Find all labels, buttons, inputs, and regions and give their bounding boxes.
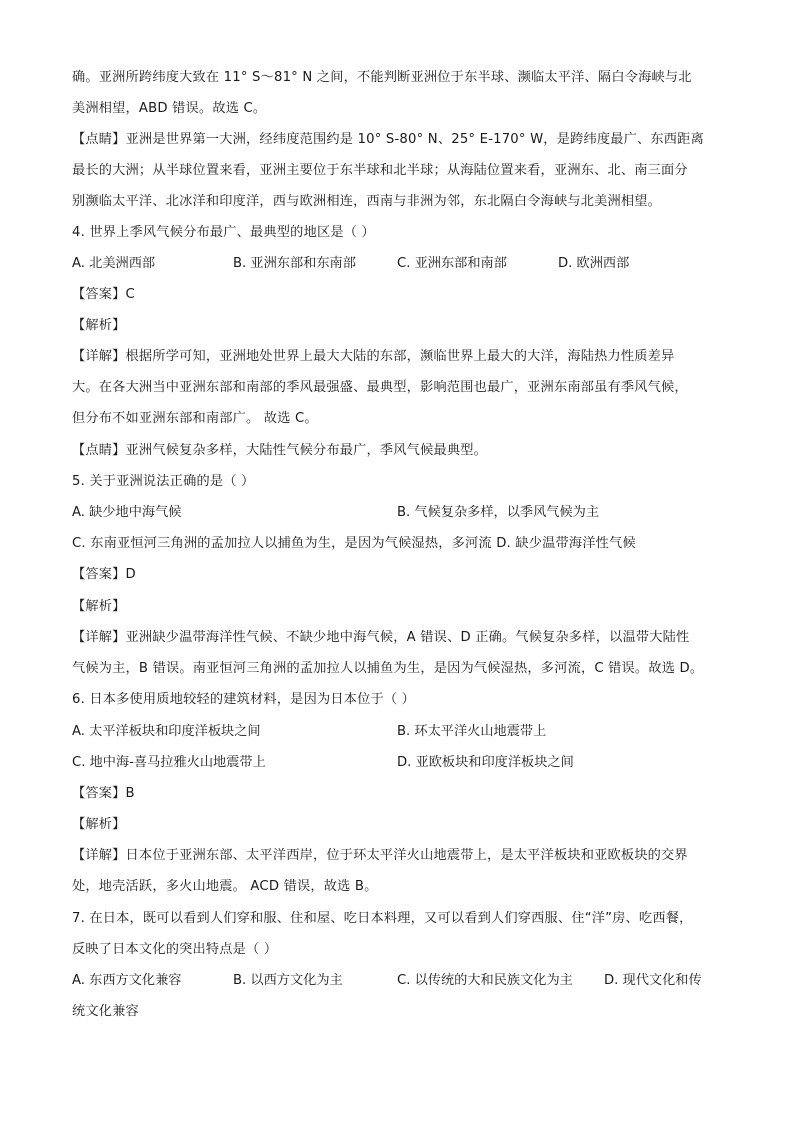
q5-option-c-d: C. 东南亚恒河三角洲的孟加拉人以捕鱼为生，是因为气候湿热，多河流 D. 缺少温带海洋性气候 bbox=[72, 536, 636, 551]
q7-question-line-1: 7. 在日本，既可以看到人们穿和服、住和屋、吃日本料理，又可以看到人们穿西服、住“洋”房、吃西餐， bbox=[72, 911, 693, 926]
dianjing-label: 【点睛】 bbox=[72, 132, 126, 147]
q3-analysis-line-1: 确。亚洲所跨纬度大致在 11° S～81° N 之间，不能判断亚洲位于东半球、濒临太平洋、隔白令海峡与北 bbox=[72, 70, 692, 85]
q3-analysis-line-2: 美洲相望，ABD 错误。故选 C。 bbox=[72, 101, 267, 116]
q6-option-b: B. 环太平洋火山地震带上 bbox=[397, 724, 547, 739]
q4-option-b: B. 亚洲东部和东南部 bbox=[233, 256, 356, 271]
q5-detail-line-2: 气候为主，B 错误。南亚恒河三角洲的孟加拉人以捕鱼为生，是因为气候湿热，多河流，C 错误。故选 D。 bbox=[72, 661, 704, 676]
q7-option-d: D. 现代文化和传 bbox=[604, 973, 702, 988]
q4-option-a: A. 北美洲西部 bbox=[72, 256, 156, 271]
q4-option-d: D. 欧洲西部 bbox=[558, 256, 630, 271]
q4-dianjing: 【点睛】亚洲气候复杂多样，大陆性气候分布最广，季风气候最典型。 bbox=[72, 443, 488, 458]
q3-dianjing-line-1 bbox=[72, 130, 704, 150]
q5-option-b: B. 气候复杂多样，以季风气候为主 bbox=[397, 505, 600, 520]
q4-detail-line-1: 【详解】根据所学可知，亚洲地处世界上最大大陆的东部，濒临世界上最大的大洋，海陆热力性质差异 bbox=[72, 349, 675, 364]
q7-option-c: C. 以传统的大和民族文化为主 bbox=[397, 973, 573, 988]
q7-option-a: A. 东西方文化兼容 bbox=[72, 973, 182, 988]
q7-option-b: B. 以西方文化为主 bbox=[233, 973, 343, 988]
q6-answer: 【答案】B bbox=[72, 786, 135, 801]
q6-question: 6. 日本多使用质地较轻的建筑材料，是因为日本位于（ ） bbox=[72, 692, 416, 707]
q3-dianjing-line-3: 别濒临太平洋、北冰洋和印度洋，西与欧洲相连，西南与非洲为邻，东北隔白令海峡与北美洲相望。 bbox=[72, 194, 662, 209]
q4-answer: 【答案】C bbox=[72, 287, 135, 302]
dianjing-text: 亚洲是世界第一大洲，经纬度范围约是 10° S-80° N、25° E-170° W，是跨纬度最广、东西距离 bbox=[125, 132, 704, 147]
q5-option-a: A. 缺少地中海气候 bbox=[72, 505, 182, 520]
q5-answer: 【答案】D bbox=[72, 567, 136, 582]
q5-question: 5. 关于亚洲说法正确的是（ ） bbox=[72, 474, 255, 489]
q6-detail-line-2: 处，地壳活跃，多火山地震。 ACD 错误，故选 B。 bbox=[72, 879, 378, 894]
q6-option-a: A. 太平洋板块和印度洋板块之间 bbox=[72, 724, 261, 739]
q6-option-d: D. 亚欧板块和印度洋板块之间 bbox=[397, 755, 574, 770]
q3-dianjing-line-2: 最长的大洲；从半球位置来看，亚洲主要位于东半球和北半球；从海陆位置来看，亚洲东、北、南三面分 bbox=[72, 163, 688, 178]
q7-question-line-2: 反映了日本文化的突出特点是（ ） bbox=[72, 942, 278, 957]
q6-analysis-label: 【解析】 bbox=[72, 817, 126, 832]
q6-detail-line-1: 【详解】日本位于亚洲东部、太平洋西岸，位于环太平洋火山地震带上，是太平洋板块和亚欧板块的交界 bbox=[72, 848, 688, 863]
q7-option-d-wrap: 统文化兼容 bbox=[72, 1004, 139, 1019]
q5-analysis-label: 【解析】 bbox=[72, 599, 126, 614]
q4-detail-line-3: 但分布不如亚洲东部和南部广。 故选 C。 bbox=[72, 411, 318, 426]
q4-detail-line-2: 大。在各大洲当中亚洲东部和南部的季风最强盛、最典型，影响范围也最广，亚洲东南部虽有季风气候， bbox=[72, 380, 688, 395]
q4-analysis-label: 【解析】 bbox=[72, 318, 126, 333]
q6-option-c: C. 地中海-喜马拉雅火山地震带上 bbox=[72, 755, 266, 770]
q5-detail-line-1: 【详解】亚洲缺少温带海洋性气候、不缺少地中海气候，A 错误、D 正确。气候复杂多样，以温带大陆性 bbox=[72, 630, 690, 645]
q4-option-c: C. 亚洲东部和南部 bbox=[397, 256, 507, 271]
q4-question: 4. 世界上季风气候分布最广、最典型的地区是（ ） bbox=[72, 225, 375, 240]
